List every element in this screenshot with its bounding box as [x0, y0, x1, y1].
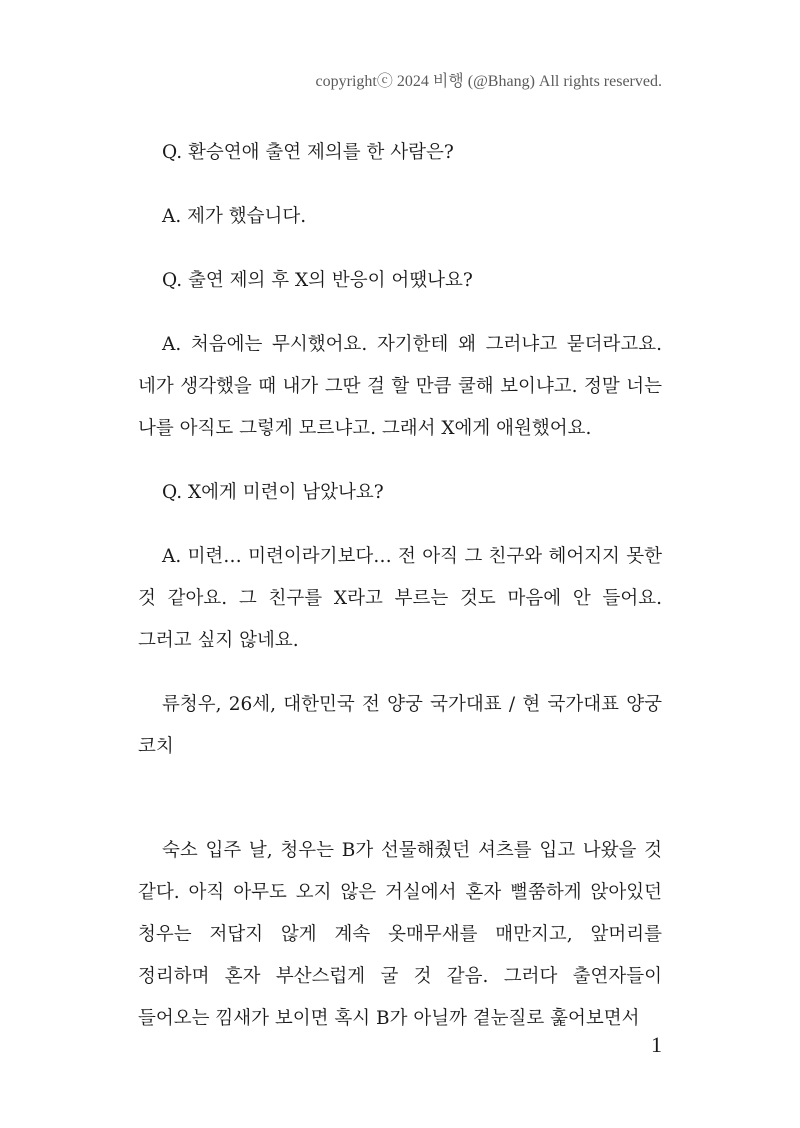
paragraph-gap	[138, 514, 662, 536]
section-gap	[138, 768, 662, 830]
interview-answer: A. 처음에는 무시했어요. 자기한테 왜 그러냐고 묻더라고요. 네가 생각했을 때 내가 그딴 걸 할 만큼 쿨해 보이냐고. 정말 너는 나를 아직도 그렇게 모르냐고. 그래서 X에게 애원했어요.	[138, 334, 662, 439]
interviewee-caption: 류청우, 26세, 대한민국 전 양궁 국가대표 / 현 국가대표 양궁 코치	[138, 694, 662, 757]
paragraph-gap	[138, 174, 662, 196]
paragraph-gap	[138, 662, 662, 684]
paragraph-gap	[138, 450, 662, 472]
interview-answer: A. 제가 했습니다.	[162, 206, 307, 227]
document-body	[138, 132, 662, 1040]
narrative-paragraph: 숙소 입주 날, 청우는 B가 선물해줬던 셔츠를 입고 나왔을 것 같다. 아직 아무도 오지 않은 거실에서 혼자 뻘쭘하게 앉아있던 청우는 저답지 않게 계속 옷매무새를 매만지고, 앞머리를 정리하며 혼자 부산스럽게 굴 것 같음. 그러다 출연자들이 들어오는 낌새가 보이면 혹시 B가 아닐까 곁눈질로 훑어보면서	[138, 840, 662, 1029]
interview-question: Q. 환승연애 출연 제의를 한 사람은?	[162, 142, 454, 163]
interview-question: Q. X에게 미련이 남았나요?	[162, 482, 384, 503]
interview-answer: A. 미련… 미련이라기보다… 전 아직 그 친구와 헤어지지 못한 것 같아요. 그 친구를 X라고 부르는 것도 마음에 안 들어요. 그러고 싶지 않네요.	[138, 546, 662, 651]
copyright-header: copyrightⓒ 2024 비행 (@Bhang) All rights reserved.	[315, 73, 662, 90]
paragraph-gap	[138, 302, 662, 324]
paragraph-gap	[138, 238, 662, 260]
page-number: 1	[651, 1032, 662, 1057]
interview-question: Q. 출연 제의 후 X의 반응이 어땠나요?	[162, 270, 473, 291]
